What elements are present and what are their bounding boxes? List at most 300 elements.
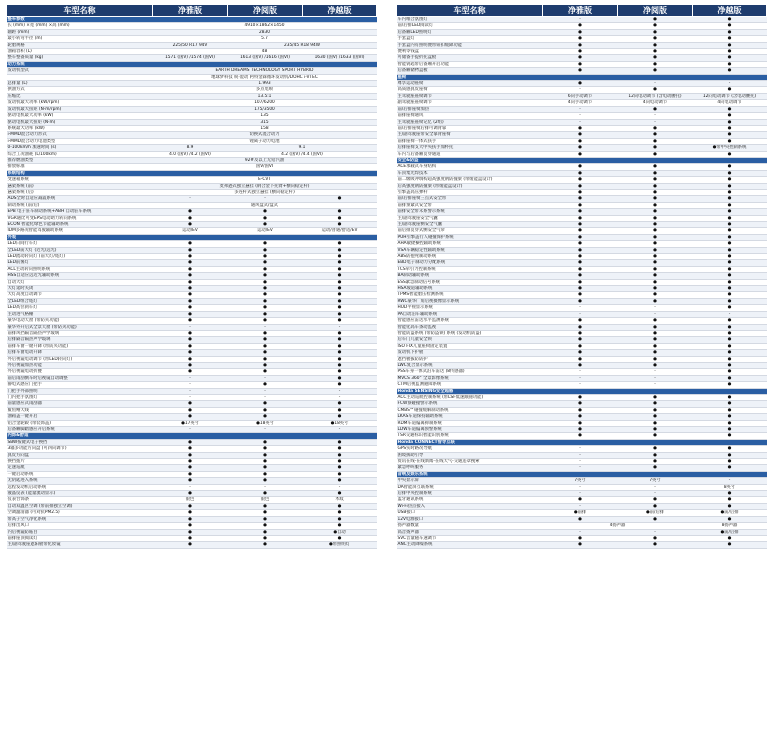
spec-value-all-trims: 158 bbox=[153, 125, 377, 131]
spec-value-all-trims: 多点电喷 bbox=[153, 87, 377, 93]
spec-value-trim-3: - bbox=[303, 324, 377, 330]
right-spec-panel bbox=[396, 4, 766, 549]
spec-value-trim-1: ● bbox=[153, 369, 228, 375]
spec-value-trim-2: ● bbox=[618, 189, 693, 195]
spec-value-trim-1: ● bbox=[543, 202, 618, 208]
spec-value-trim-3: ● bbox=[303, 523, 377, 529]
spec-value-trim-3: ● bbox=[693, 266, 767, 272]
spec-value-trim-3: ● bbox=[693, 465, 767, 471]
spec-value-all-trims: 135 bbox=[153, 113, 377, 119]
spec-value-trim-2: ● bbox=[228, 298, 303, 304]
spec-label: LED日间行车灯 bbox=[7, 241, 153, 247]
section-title: 系统结构 bbox=[7, 170, 377, 176]
spec-label: 主/副驾驶座遮阳板带化妆镜 bbox=[7, 542, 153, 548]
header-trim-3: 净越版 bbox=[303, 5, 377, 17]
spec-value-trim-2: ● bbox=[618, 350, 693, 356]
spec-label: 无钥匙进入系统 bbox=[7, 478, 153, 484]
spec-label: 前/后排座椅加热 bbox=[397, 106, 543, 112]
spec-value-trim-2: ● bbox=[228, 215, 303, 221]
spec-value-trim-1: - bbox=[153, 324, 228, 330]
spec-label: i-MMD混合动力电池类型 bbox=[7, 138, 153, 144]
spec-value-trim-3: 8英寸 bbox=[693, 484, 767, 490]
spec-value-trim-3: ● bbox=[303, 452, 377, 458]
spec-label: 前排安全带未系警示系统 bbox=[397, 209, 543, 215]
spec-value-trim-1: 银色 bbox=[153, 497, 228, 503]
section-title: 动力系统 bbox=[7, 61, 377, 67]
spec-label: 排放标准 bbox=[7, 164, 153, 170]
spec-value-trim-3: ● bbox=[303, 196, 377, 202]
spec-value-trim-2: ● bbox=[618, 87, 693, 93]
spec-label: 发动机最大功率 (kW/rpm) bbox=[7, 100, 153, 106]
spec-label: LED高位刹车灯 bbox=[7, 305, 153, 311]
spec-value-trim-2: - bbox=[228, 484, 303, 490]
spec-value-trim-1: ● bbox=[543, 138, 618, 144]
spec-value-trim-3: ● bbox=[693, 497, 767, 503]
spec-label: 总排量 (L) bbox=[7, 81, 153, 87]
spec-label: 外后视镜电动折叠 bbox=[7, 369, 153, 375]
spec-label: TSR交通标识智能识别系统 bbox=[397, 433, 543, 439]
spec-value-trim-3: ● bbox=[303, 375, 377, 381]
spec-value-trim-2: ● bbox=[228, 362, 303, 368]
spec-label: 变速箱系统 bbox=[7, 177, 153, 183]
spec-value-trim-1: ● bbox=[153, 330, 228, 336]
spec-value-trim-3: ● bbox=[303, 279, 377, 285]
spec-label: 整车整备质量 (kg) bbox=[7, 55, 153, 61]
spec-value-trim-1: ● bbox=[153, 407, 228, 413]
spec-value-trim-1: ● bbox=[543, 241, 618, 247]
spec-value-trim-2: - bbox=[618, 119, 693, 125]
spec-value-trim-2: ● bbox=[618, 17, 693, 23]
spec-label: 外后视镜电动调节 (带LED转向灯) bbox=[7, 356, 153, 362]
spec-label: 后备厢脚踏感应开启系统 bbox=[7, 427, 153, 433]
spec-value-trim-3: ● bbox=[303, 343, 377, 349]
spec-value-trim-1: - bbox=[543, 305, 618, 311]
spec-value-trim-2: ● bbox=[618, 401, 693, 407]
spec-value-trim-2: ● bbox=[618, 42, 693, 48]
spec-label: 蓝牙通讯系统 bbox=[397, 497, 543, 503]
spec-value-trim-1: ● bbox=[543, 318, 618, 324]
spec-value-trim-3: - bbox=[693, 81, 767, 87]
spec-value-trim-3: ● bbox=[303, 350, 377, 356]
spec-value-trim-2: - bbox=[618, 529, 693, 535]
spec-value-trim-3: ● bbox=[693, 61, 767, 67]
spec-value-trim-1: - bbox=[543, 17, 618, 23]
spec-label: 长 (mm) ×宽 (mm) ×高 (mm) bbox=[7, 23, 153, 29]
spec-value-trim-3: - bbox=[693, 478, 767, 484]
spec-value-trim-3: ● bbox=[303, 491, 377, 497]
spec-value-trim-2: ● bbox=[618, 260, 693, 266]
spec-value-trim-2: ● bbox=[618, 286, 693, 292]
spec-value-trim-1: 1571 (国V) /1574 (国VI) bbox=[153, 55, 228, 61]
spec-label: RDM车道偏离抑制系统 bbox=[397, 420, 543, 426]
spec-value-trim-2: ● bbox=[618, 196, 693, 202]
header-trim-3: 净越版 bbox=[693, 5, 767, 17]
spec-value-all-trims: 1.993 bbox=[153, 81, 377, 87]
spec-label: 车内与后备厢贯穿通道 bbox=[397, 151, 543, 157]
spec-value-trim-2: - bbox=[618, 484, 693, 490]
spec-value-trim-1: ● bbox=[543, 394, 618, 400]
spec-value-trim-2: ● bbox=[228, 356, 303, 362]
spec-value-trim-1: ● bbox=[153, 215, 228, 221]
spec-value-trim-2: ● bbox=[228, 330, 303, 336]
spec-value-trim-2: ● bbox=[228, 260, 303, 266]
spec-label: 便利零钱盒 bbox=[397, 49, 543, 55]
spec-value-trim-1: ● bbox=[153, 311, 228, 317]
spec-value-trim-2: ● bbox=[618, 542, 693, 548]
section-title: Honda SENSING安全超感 bbox=[397, 388, 767, 394]
spec-value-trim-2: ● bbox=[618, 151, 693, 157]
spec-label: ACL主动转向照明系统 bbox=[7, 266, 153, 272]
spec-value-trim-3: ● bbox=[693, 42, 767, 48]
spec-value-trim-2: 银色 bbox=[228, 497, 303, 503]
spec-value-trim-1: - bbox=[153, 484, 228, 490]
spec-value-trim-2: ● bbox=[618, 318, 693, 324]
spec-label: 静电式感应门把手 bbox=[7, 382, 153, 388]
spec-value-all-trims: E-CVT bbox=[153, 177, 377, 183]
spec-value-trim-2: 1613 (国V) /1616 (国VI) bbox=[228, 55, 303, 61]
spec-value-trim-3: ● bbox=[693, 183, 767, 189]
spec-value-trim-1: 6向手动调节 bbox=[543, 93, 618, 99]
header-model-name: 车型名称 bbox=[7, 5, 153, 17]
spec-value-trim-1: - bbox=[543, 529, 618, 535]
spec-value-trim-2: ● bbox=[618, 324, 693, 330]
spec-label: AHA敏捷操控辅助系统 bbox=[397, 241, 543, 247]
spec-value-trim-1: ● bbox=[543, 407, 618, 413]
spec-value-trim-2: ●前/后排 bbox=[618, 510, 693, 516]
spec-value-trim-3: ● bbox=[693, 222, 767, 228]
spec-value-trim-3: ● bbox=[693, 55, 767, 61]
spec-value-trim-3: ● bbox=[303, 401, 377, 407]
spec-value-trim-2: ● bbox=[228, 459, 303, 465]
spec-value-trim-3: ● bbox=[303, 209, 377, 215]
spec-label: 后备厢LED照明灯 bbox=[397, 29, 543, 35]
spec-label: 液晶仪表 (能量流动显示) bbox=[7, 491, 153, 497]
spec-label: ABS防抱死制动系统 bbox=[397, 254, 543, 260]
spec-label: 豪华外开启式全景天窗 (带防夹功能) bbox=[7, 324, 153, 330]
spec-label: LED流动转向灯 (前大灯/尾灯) bbox=[7, 254, 153, 260]
spec-value-trim-1: ● bbox=[543, 247, 618, 253]
spec-label: 智能感应雷达水平监测系统 bbox=[397, 318, 543, 324]
spec-value-trim-2: ● bbox=[228, 318, 303, 324]
spec-label: 前/后排座椅三点式安全带 bbox=[397, 196, 543, 202]
spec-value-trim-2-3: 4.2 (国V) /4.4 (国VI) bbox=[228, 151, 377, 157]
spec-value-trim-3: ● bbox=[303, 478, 377, 484]
spec-value-trim-1: ● bbox=[153, 350, 228, 356]
spec-value-trim-1: - bbox=[543, 375, 618, 381]
spec-value-trim-1: ● bbox=[543, 266, 618, 272]
spec-value-trim-3: ● bbox=[693, 433, 767, 439]
right-table-body bbox=[397, 17, 767, 549]
spec-value-trim-3: 12向电动调节 (含电动腰托) bbox=[693, 93, 767, 99]
spec-value-trim-1: 7英寸 bbox=[543, 478, 618, 484]
spec-value-trim-3: ● bbox=[303, 439, 377, 445]
spec-value-trim-2-3: 9.1 bbox=[228, 145, 377, 151]
spec-value-trim-2: ● bbox=[228, 369, 303, 375]
spec-label: 中央显示屏 bbox=[397, 478, 543, 484]
spec-value-trim-3: ● bbox=[693, 17, 767, 23]
spec-value-trim-1: ● bbox=[543, 228, 618, 234]
spec-value-trim-2: ● bbox=[618, 362, 693, 368]
spec-value-trim-2: ● bbox=[618, 68, 693, 74]
spec-label: 鲨鱼鳍天线 bbox=[7, 407, 153, 413]
spec-value-all-trims: 4910×1862×1450 bbox=[153, 23, 377, 29]
spec-label: 主/副驾驶座安全气囊 bbox=[397, 215, 543, 221]
spec-label: 前后雨刮倒车时后视镜自动调整 bbox=[7, 375, 153, 381]
spec-value-trim-3: ● bbox=[693, 68, 767, 74]
spec-value-trim-1: ● bbox=[543, 132, 618, 138]
spec-value-trim-2: ● bbox=[618, 202, 693, 208]
spec-label: 仪表台饰条 bbox=[7, 497, 153, 503]
spec-label: 主动进气格栅 bbox=[7, 311, 153, 317]
spec-value-trim-2: ● bbox=[228, 542, 303, 548]
spec-value-trim-3: ● bbox=[693, 29, 767, 35]
spec-value-trim-1: ● bbox=[153, 459, 228, 465]
spec-value-trim-2: ● bbox=[618, 516, 693, 522]
spec-value-trim-1: - bbox=[543, 87, 618, 93]
spec-value-trim-3: ● bbox=[693, 362, 767, 368]
spec-value-trim-1: ● bbox=[543, 362, 618, 368]
spec-value-trim-3: ● bbox=[303, 337, 377, 343]
spec-value-trim-2: ● bbox=[228, 279, 303, 285]
spec-value-trim-2: ● bbox=[618, 343, 693, 349]
spec-label: ECON 智能化绿色节能辅助系统 bbox=[7, 222, 153, 228]
spec-value-trim-3: ● bbox=[303, 286, 377, 292]
spec-value-trim-3: ● bbox=[693, 343, 767, 349]
spec-label: PUH引擎盖行人碰撞保护系统 bbox=[397, 234, 543, 240]
spec-value-trim-3: ● bbox=[693, 209, 767, 215]
spec-value-trim-2: - bbox=[618, 491, 693, 497]
spec-label: SVC音量随车速调节 bbox=[397, 535, 543, 541]
spec-value-trim-2: ●18英寸 bbox=[228, 420, 303, 426]
spec-value-trim-1: ● bbox=[153, 478, 228, 484]
spec-label: 最小转弯半径 (m) bbox=[7, 36, 153, 42]
spec-value-trim-1: ● bbox=[543, 234, 618, 240]
spec-value-trim-3: ● bbox=[693, 427, 767, 433]
spec-value-trim-3: ● bbox=[693, 215, 767, 221]
spec-label: 轮胎规格 bbox=[7, 42, 153, 48]
spec-label: 车顶集光焊技术 bbox=[397, 170, 543, 176]
spec-value-trim-1: ● bbox=[153, 523, 228, 529]
spec-value-all-trims: 48 bbox=[153, 49, 377, 55]
spec-value-trim-3: 8扬声器 bbox=[693, 523, 767, 529]
spec-value-trim-1: - bbox=[543, 459, 618, 465]
spec-value-trim-3: ● bbox=[693, 87, 767, 93]
spec-value-trim-1: ● bbox=[543, 350, 618, 356]
section-title: 安全&防盗 bbox=[397, 157, 767, 163]
spec-value-trim-3: ● bbox=[303, 298, 377, 304]
spec-value-trim-3: ● bbox=[303, 222, 377, 228]
spec-value-trim-1: ● bbox=[543, 330, 618, 336]
spec-value-trim-3: - bbox=[693, 311, 767, 317]
spec-value-trim-1: ● bbox=[543, 343, 618, 349]
spec-value-trim-3: ●自动 bbox=[303, 529, 377, 535]
spec-label: ACC主动巡航控制系统 (带LSF低速跟随功能) bbox=[397, 394, 543, 400]
spec-value-trim-3: 1630 (国V) /1633 (国VI) bbox=[303, 55, 377, 61]
spec-value-trim-3: ● bbox=[303, 311, 377, 317]
spec-value-trim-2: ● bbox=[618, 254, 693, 260]
left-spec-table bbox=[6, 4, 377, 549]
spec-value-trim-2: - bbox=[228, 324, 303, 330]
spec-value-trim-3: ● bbox=[693, 305, 767, 311]
spec-value-trim-2: ● bbox=[228, 465, 303, 471]
spec-label: 换挡拨片 bbox=[7, 459, 153, 465]
spec-value-trim-1: ● bbox=[153, 401, 228, 407]
spec-value-trim-2: ● bbox=[228, 350, 303, 356]
spec-label: 困境援助引导 bbox=[397, 452, 543, 458]
spec-value-trim-2: - bbox=[618, 311, 693, 317]
spec-label: 系统最大功率 (kW) bbox=[7, 125, 153, 131]
spec-value-trim-3: ● bbox=[303, 510, 377, 516]
spec-label: 资讯在线-在线新闻-在线天气-交通违章搜索 bbox=[397, 459, 543, 465]
spec-label: 前二级吸冲填构超高强度钢防撞梁 (带缓能盒设计) bbox=[397, 177, 543, 183]
spec-label: 智能钥匙带后备厢开启功能 bbox=[397, 61, 543, 67]
spec-value-trim-3: ● bbox=[693, 401, 767, 407]
spec-value-trim-2: ● bbox=[618, 273, 693, 279]
spec-value-trim-1: - bbox=[543, 491, 618, 497]
spec-label: 驱动电机最大功率 (kW) bbox=[7, 113, 153, 119]
spec-value-trim-1: ● bbox=[543, 497, 618, 503]
spec-value-trim-1: ● bbox=[543, 29, 618, 35]
spec-value-trim-1: ● bbox=[153, 209, 228, 215]
spec-label: EBD电子制动力分配系统 bbox=[397, 260, 543, 266]
spec-value-trim-3: ● bbox=[693, 375, 767, 381]
spec-value-trim-3: ● bbox=[693, 138, 767, 144]
spec-label: ADS全时自适应减震系统 bbox=[7, 196, 153, 202]
spec-label: 高音扬声器 bbox=[397, 529, 543, 535]
spec-label: TPMS智能胎压检测系统 bbox=[397, 292, 543, 298]
spec-value-trim-1: 4.0 (国V) /4.2 (国VI) bbox=[153, 151, 228, 157]
spec-value-trim-2: 4向电动调节 bbox=[618, 100, 693, 106]
spec-value-trim-2: ● bbox=[618, 55, 693, 61]
spec-label: 自动大灯 bbox=[7, 279, 153, 285]
spec-value-trim-3: ● bbox=[693, 23, 767, 29]
header-trim-1: 净雅版 bbox=[543, 5, 618, 17]
spec-value-trim-2: ● bbox=[618, 503, 693, 509]
spec-value-trim-3: ● bbox=[693, 273, 767, 279]
spec-label: 车内唯合氛围灯 bbox=[397, 17, 543, 23]
spec-value-trim-3: ● bbox=[303, 254, 377, 260]
spec-value-trim-3: ● bbox=[693, 318, 767, 324]
spec-label: 门把手外部照明 bbox=[7, 388, 153, 394]
spec-value-trim-2: ● bbox=[618, 427, 693, 433]
spec-value-all-trims: 2830 bbox=[153, 29, 377, 35]
spec-label: 豪华电动天窗 (带防夹功能) bbox=[7, 318, 153, 324]
spec-label: 主/副驾驶座带安全靠背座椅 bbox=[397, 132, 543, 138]
spec-value-trim-2: ● bbox=[228, 401, 303, 407]
spec-value-trim-3: ● bbox=[303, 446, 377, 452]
spec-label: LDW车道偏离预警系统 bbox=[397, 427, 543, 433]
spec-value-trim-1: ● bbox=[543, 222, 618, 228]
spec-value-trim-2: ● bbox=[228, 478, 303, 484]
spec-value-trim-2: ● bbox=[228, 254, 303, 260]
spec-value-trim-1: ● bbox=[153, 356, 228, 362]
spec-value-trim-3: ●前/后排 bbox=[693, 510, 767, 516]
spec-label: BA制动辅助系统 bbox=[397, 273, 543, 279]
spec-value-trim-1: ● bbox=[153, 337, 228, 343]
spec-value-trim-2: ● bbox=[618, 497, 693, 503]
spec-value-trim-1: ● bbox=[543, 215, 618, 221]
spec-value-trim-1: ● bbox=[543, 42, 618, 48]
section-title: 整车参数 bbox=[7, 17, 377, 23]
spec-value-trim-2: ● bbox=[228, 446, 303, 452]
spec-label: VGR通比可变EPS电动助力转向系统 bbox=[7, 215, 153, 221]
spec-label: 前/后排座椅后排可调背靠 bbox=[397, 125, 543, 131]
spec-label: i-MMD混合动力形式 bbox=[7, 132, 153, 138]
spec-value-trim-3: ● bbox=[693, 330, 767, 336]
spec-value-trim-1: ● bbox=[153, 343, 228, 349]
spec-label: ISO FIX儿童座椅固定装置 bbox=[397, 343, 543, 349]
spec-label: 扬声器数量 bbox=[397, 523, 543, 529]
spec-value-trim-1: ● bbox=[543, 81, 618, 87]
spec-value-trim-1: ● bbox=[543, 61, 618, 67]
spec-value-trim-1: ● bbox=[153, 491, 228, 497]
spec-label: 智能化高车条动监视 bbox=[397, 324, 543, 330]
spec-value-trim-3: ● bbox=[693, 260, 767, 266]
spec-value-trim-2: ● bbox=[228, 382, 303, 388]
spec-value-trim-1: ● bbox=[543, 427, 618, 433]
spec-label: 发动机型式 bbox=[7, 68, 153, 74]
spec-value-trim-2: ● bbox=[228, 273, 303, 279]
spec-value-trim-3: ●前/后排 bbox=[693, 529, 767, 535]
spec-value-trim-1: ● bbox=[153, 362, 228, 368]
spec-label: 前排座顶阅读灯 bbox=[7, 535, 153, 541]
spec-label: 一键启动系统 bbox=[7, 471, 153, 477]
spec-value-trim-2: ● bbox=[618, 266, 693, 272]
spec-value-trim-2: ● bbox=[228, 209, 303, 215]
section-title: 内饰&舒适 bbox=[7, 433, 377, 439]
spec-value-trim-1: ● bbox=[543, 145, 618, 151]
spec-value-trim-2: - bbox=[618, 375, 693, 381]
spec-value-trim-3: ● bbox=[693, 382, 767, 388]
spec-value-trim-1: 运动/EV bbox=[153, 228, 228, 234]
spec-label: 空调滤清器 (可对抗PM2.5) bbox=[7, 510, 153, 516]
spec-value-trim-2: ● bbox=[228, 305, 303, 311]
spec-value-trim-2: ● bbox=[228, 292, 303, 298]
spec-value-trim-1: ● bbox=[153, 298, 228, 304]
spec-label: 油箱盖一键开启 bbox=[7, 414, 153, 420]
spec-value-trim-2: ● bbox=[228, 337, 303, 343]
spec-value-trim-3: ● bbox=[693, 196, 767, 202]
spec-value-trim-2: - bbox=[228, 394, 303, 400]
section-title: 外观 bbox=[7, 234, 377, 240]
spec-label: VSA车辆稳定性辅助系统 bbox=[397, 247, 543, 253]
spec-value-trim-2: ● bbox=[618, 356, 693, 362]
spec-value-trim-2: ● bbox=[228, 241, 303, 247]
spec-label: TCS牵引力控制系统 bbox=[397, 266, 543, 272]
spec-label: HSS自适应远近光辅助系统 bbox=[7, 273, 153, 279]
spec-label: GPS实时路况导航 bbox=[397, 446, 543, 452]
spec-value-trim-1: - bbox=[543, 382, 618, 388]
spec-value-trim-1: ● bbox=[543, 414, 618, 420]
spec-value-trim-3: ● bbox=[693, 106, 767, 112]
spec-value-trim-2: ● bbox=[228, 266, 303, 272]
spec-value-trim-1: ● bbox=[543, 254, 618, 260]
spec-value-trim-3: ● bbox=[693, 49, 767, 55]
spec-value-trim-2: ● bbox=[228, 343, 303, 349]
spec-value-trim-1: ● bbox=[153, 516, 228, 522]
spec-value-all-trims: 175/3500 bbox=[153, 106, 377, 112]
spec-value-all-trims: 通风盘式/盘式 bbox=[153, 202, 377, 208]
spec-value-trim-3: ● bbox=[303, 382, 377, 388]
spec-value-trim-3: ● bbox=[693, 542, 767, 548]
spec-value-trim-1: - bbox=[543, 119, 618, 125]
spec-value-trim-3: - bbox=[303, 484, 377, 490]
spec-value-trim-3: ● bbox=[693, 503, 767, 509]
spec-value-trim-1: ● bbox=[153, 503, 228, 509]
spec-value-trim-3: ● bbox=[693, 491, 767, 497]
section-title: 音响及娱乐系统 bbox=[397, 471, 767, 477]
spec-value-trim-1: ● bbox=[153, 471, 228, 477]
